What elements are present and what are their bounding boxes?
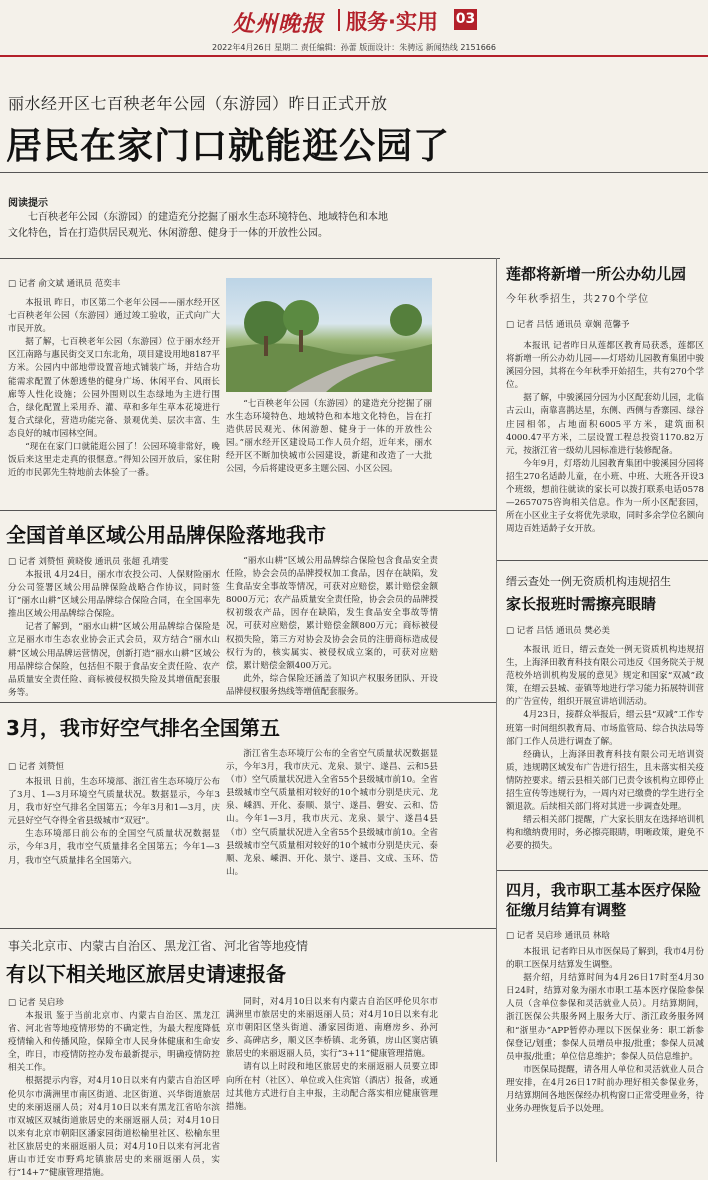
paragraph: 据了解，七百秧老年公园（东游园）位于丽水经开区江南路与惠民街交叉口东北角，项目建设用地8187平方米。公园内中部地带设置音地式铺装广场，并结合功能需求配置了休憩透垫的健身广场、休闲平台、风雨长廊等人性化设施；公园外围则以生态绿地为主进行围合，绿化配置上采用乔、灌、草和多年生草本花境进行复合式绿化，营造功能完备、景观优美、层次丰富、生态良好的城市园林空间。 — [8, 337, 220, 439]
paragraph: 生态环境部日前公布的全国空气质量状况数据显示，今年3月，我市空气质量排名全国第五；今年1—3月，我市空气质量排名全国第六。 — [8, 829, 220, 866]
page-number: 03 — [454, 9, 477, 30]
story2-body-col2 — [226, 555, 438, 700]
paragraph: 本报讯 昨日，市区第二个老年公园——丽水经开区七百秧老年公园（东游园）通过竣工验收，正式向广大市民开放。 — [8, 298, 220, 335]
lead-byline: □ 记者 俞文斌 通讯员 范奕丰 — [8, 277, 120, 289]
column-divider — [496, 258, 497, 1162]
side2-rule — [497, 560, 708, 561]
side1-body — [506, 340, 704, 555]
side2-kicker: 缙云查处一例无资质机构违规招生 — [506, 575, 671, 588]
side3-byline: □ 记者 吴启珍 通讯员 林晗 — [506, 929, 610, 941]
lead-body-col1 — [8, 297, 220, 502]
lead-headline: 居民在家门口就能逛公园了 — [6, 126, 451, 167]
story2-headline: 全国首单区域公用品牌保险落地我市 — [6, 523, 326, 547]
story4-byline: □ 记者 吴启珍 — [8, 996, 64, 1008]
story3-body-col1 — [8, 776, 220, 922]
paragraph: 本报讯 鉴于当前北京市、内蒙古自治区、黑龙江省、河北省等地疫情形势的不确定性，为最大程度降低疫情输入和传播风险，保障全市人民身体健康和生命安全，昨日，市疫情防控办发布最新提示，明确疫情防控相关工作。 — [8, 1011, 220, 1074]
paragraph: 浙江省生态环境厅公布的全省空气质量状况数据显示，今年3月，我市庆元、龙泉、景宁、遂昌、云和5县（市）空气质量状况进入全省55个县级城市前10。全省县级城市空气质量相对较好的10个城市分别是庆元、龙泉、嵊泗、开化、泰顺、景宁、遂昌、磐安、云和、岱山。今年1—3月，我市庆元、龙泉、景宁、遂昌4县（市）空气质量状况进入全省55个县级城市前10。全省县级城市空气质量相对较好的10个城市分别是庆元、泰顺、龙泉、嵊泗、开化、景宁、遂昌、文成、玉环、岱山。 — [226, 749, 438, 877]
side3-body — [506, 946, 704, 1158]
guide-rule — [0, 258, 500, 259]
paragraph: 本报讯 近日，缙云查处一例无资质机构违规招生，上海泽田教育科技有限公司违反《国务院关于规范校外培训机构发展的意见》规定和国家“双减”政策，在缙云县城、壶镇等地进行学习能力拓展特训营的广告宣传，组织开展宣讲培训活动。 — [506, 645, 704, 708]
paragraph: 市医保局提醒，请各用人单位和灵活就业人员合理安排，在4月26日17时前办理好相关参保业务，月结算期间各地医保经办机构窗口正常受理业务，待业务办理恢复后予以处理。 — [506, 1064, 704, 1115]
paragraph: 今年9月，灯塔幼儿园教育集团中骏溪园分园将招生270名适龄儿童，在小班、中班、大班各开设3个班级，想前往就读的家长可以拨打联系电话0578—2657075咨询相关信息。作为一所小区配套园，所在小区业主子女将优先录取，同时多余学位名额向周边百姓适龄子女开放。 — [506, 458, 704, 535]
paragraph: 此外，综合保险还涵盖了知识产权服务团队、开设品牌侵权服务热线等增值配套服务。 — [226, 673, 438, 697]
masthead-divider — [338, 9, 340, 31]
story3-byline: □ 记者 刘赞恒 — [8, 760, 64, 772]
side3-rule — [497, 870, 708, 871]
paragraph: “七百秧老年公园（东游园）的建造充分挖掘了丽水生态环境特色、地域特色和本地文化特色，旨在打造供居民观光、休闲游憩、健身于一体的开放性公园。”丽水经开区建设局工作人员介绍，近年来，丽水经开区不断加快城市公园建设，新建和改造了一大批公园，今后将建设更多主题公园、小区公园。 — [226, 399, 432, 475]
paragraph: 据了解，中骏溪园分园为小区配套幼儿园，北临古云山，南靠喜鹊达星，东侧、西侧与香寨园、绿谷庄园相邻，占地面积6005平方米，建筑面积4000.47平方米，二层设置工程总投资1170.82万元，按浙江省一级幼儿园标准进行装修配备。 — [506, 393, 704, 456]
newspaper-logo: 处州晚报 — [232, 11, 325, 37]
story4-rule — [0, 928, 496, 929]
lead-kicker: 丽水经开区七百秧老年公园（东游园）昨日正式开放 — [8, 94, 388, 113]
park-photo-illustration — [226, 278, 432, 392]
side1-headline: 莲都将新增一所公办幼儿园 — [506, 265, 687, 283]
lead-rule — [0, 172, 708, 173]
paragraph: 缙云相关部门提醒，广大家长朋友在选择培训机构和缴纳费用时，务必擦亮眼睛，明晰政策，避免不必要的损失。 — [506, 815, 704, 852]
paragraph: 本报讯 日前，生态环境部、浙江省生态环境厅公布了3月、1—3月环境空气质量状况。数据显示，今年3月，我市好空气排名全国第五；今年3月和1—3月，庆元县好空气夺得全省县级城市“双冠”。 — [8, 777, 220, 827]
story3-body-col2 — [226, 748, 438, 926]
side2-byline: □ 记者 吕恬 通讯员 樊必美 — [506, 624, 610, 636]
story2-body-col1 — [8, 569, 220, 699]
story2-rule — [0, 510, 496, 511]
paragraph: 同时，对4月10日以来有内蒙古自治区呼伦贝尔市满洲里市旅居史的来丽返丽人员；对4月10日以来有北京市朝阳区垡头街道、潘家园街道、南磨房乡、孙河乡、高碑店乡，顺义区李桥镇、北务镇，房山区窦店镇旅居史的来丽返丽人员，实行“3+11”健康管理措施。 — [226, 997, 438, 1060]
paragraph: 记者了解到，“丽水山耕”区域公用品牌综合保险是立足丽水市生态农业协会正式会员，双方结合“丽水山耕”区域公用品牌运营情况，创新打造“丽水山耕”区域公用品牌综合保险，包括但不限于食品安全责任险、农产品质量安全责任险、商标被侵权损失险及其增值配套服务等。 — [8, 622, 220, 698]
side2-headline: 家长报班时需擦亮眼睛 — [506, 595, 657, 613]
reading-guide-label: 阅读提示 — [8, 198, 48, 209]
paragraph: 经确认，上海泽田教育科技有限公司无培训资质，违规聘区域发布广告进行招生，且未落实相关疫情防控要求。缙云县相关部门已责令该机构立即停止招生宣传等违规行为，一周内对已缴费的学生进行全额退款。后续相关部门将对其进一步调查处理。 — [506, 749, 704, 813]
story3-headline: 3月，我市好空气排名全国第五 — [6, 716, 280, 740]
paragraph: 本报讯 4月24日，丽水市农投公司、人保财险丽水分公司签署区域公用品牌保险战略合作协议，同时签订“丽水山耕”区域公用品牌综合保险合同，在全国率先推出区域公用品牌综合保险。 — [8, 570, 220, 620]
section-title: 服务·实用 — [346, 10, 438, 34]
story4-headline: 有以下相关地区旅居史请速报备 — [6, 962, 286, 986]
story3-rule — [0, 702, 496, 703]
park-photo — [226, 278, 432, 392]
paragraph: 本报讯 记者昨日从市医保局了解到，我市4月份的职工医保月结算发生调整。 — [506, 947, 704, 971]
masthead — [0, 0, 708, 40]
story2-byline: □ 记者 刘赞恒 黄晓俊 通讯员 张超 孔靖雯 — [8, 555, 168, 567]
dateline: 2022年4月26日 星期二 责任编辑：孙蕾 版面设计：朱骋远 新闻热线 2151666 — [212, 43, 496, 52]
side2-body — [506, 644, 704, 866]
story4-body-col1 — [8, 1010, 220, 1179]
paragraph: 根据提示内容，对4月10日以来有内蒙古自治区呼伦贝尔市满洲里市南区街道、北区街道、兴华街道旅居史的来丽返丽人员；对4月10日以来有黑龙江省哈尔滨市双城区双城街道旅居史的来丽返丽人员；对4月10日以来有北京市朝阳区潘家园街道松榆里社区、松榆东里社区旅居史的来丽返丽人员；对4月10日以来有河北省唐山市迁安市野鸡坨镇旅居史的来丽返丽人员，实行“14+7”健康管理措施。 — [8, 1076, 220, 1179]
lead-body-col2 — [226, 398, 432, 503]
story4-body-col2 — [226, 996, 438, 1160]
paragraph: 4月23日，接群众举报后，缙云县“双减”工作专班第一时间组织教育局、市场监管局、综合执法局等部门工作人员进行调查了解。 — [506, 710, 704, 747]
paragraph: 请有以上时段和地区旅居史的来丽返丽人员要立即向所在村（社区）、单位或入住宾馆（酒店）报备，或通过其他方式进行自主申报，主动配合落实相应健康管理措施。 — [226, 1062, 438, 1112]
story4-kicker: 事关北京市、内蒙古自治区、黑龙江省、河北省等地疫情 — [8, 939, 309, 953]
side1-byline: □ 记者 吕恬 通讯员 章娴 范馨予 — [506, 318, 630, 330]
reading-guide-text: 七百秧老年公园（东游园）的建造充分挖掘了丽水生态环境特色、地域特色和本地文化特色，旨在打造供居民观光、休闲游憩、健身于一体的开放性公园。 — [8, 212, 388, 239]
side3-headline: 四月，我市职工基本医疗保险征缴月结算有调整 — [506, 881, 702, 919]
paragraph: “现在在家门口就能逛公园了！公园环境非常好，晚饭后来这里走走真的很惬意。”得知公园开放后，家住附近的市民郭先生特地前去体验了一番。 — [8, 442, 220, 479]
paragraph: “丽水山耕”区域公用品牌综合保险包含食品安全责任险，协会会员的品牌授权加工食品，因存在缺陷，发生食品安全事故等情况，可获对应赔偿，累计赔偿金额8000万元；农产品质量安全责任险，协会会员的品牌授权初级农产品，因存在缺陷，发生食品安全事故等情况，可获对应赔偿，累计赔偿金额800万元；商标被侵权损失险，第三方对协会及协会会员的注册商标造成侵权行为的，核实属实、被侵权成立案的，可获对应赔偿，累计赔偿金额400万元。 — [226, 556, 438, 671]
paragraph: 本报讯 记者昨日从莲都区教育局获悉，莲都区将新增一所公办幼儿园——灯塔幼儿园教育集团中骏溪园分园，其将在今年秋季开始招生，共有270个学位。 — [506, 341, 704, 391]
masthead-rule — [0, 55, 708, 57]
paragraph: 据介绍，月结算时间为4月26日17时至4月30日24时，结算对象为丽水市职工基本医疗保险参保人员（含单位参保和灵活就业人员）。月结算期间，浙江医保公共服务网上服务大厅、浙江政务服务网和“浙里办”APP暂停办理以下医保业务：职工新参保登记/划重；参保人员增员申报/批重；参保人员减员申报/批重；单位信息维护；参保人员信息维护。 — [506, 973, 704, 1062]
side1-sub: 今年秋季招生，共270个学位 — [506, 294, 650, 305]
